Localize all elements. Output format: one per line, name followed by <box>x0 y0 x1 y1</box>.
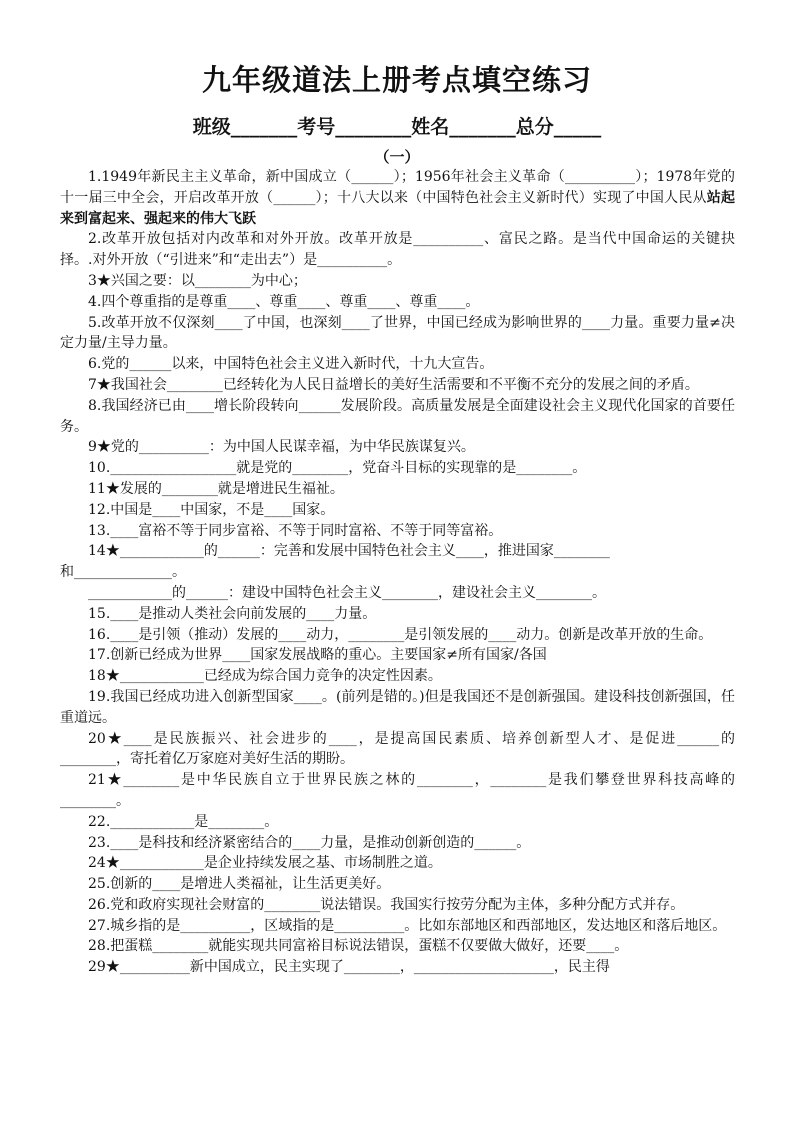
question-item: 27.城乡指的是__________，区域指的是__________。比如东部地区和西部地区，发达地区和落后地区。 <box>88 917 727 934</box>
question-item: 12.中国是____中国家，不是____国家。 <box>88 501 335 518</box>
bold-phrase: 站起来到富起来、强起来的伟大飞跃 <box>60 189 736 227</box>
question-item: 15.____是推动人类社会向前发展的____力量。 <box>88 605 377 622</box>
question-list <box>60 167 735 978</box>
question-item: 1.1949年新民主主义革命，新中国成立（______）；1956年社会主义革命（__________）；1978年党的十一届三中全会，开启改革开放（______）；十八大以来（中国特色社会主义新时代）实现了中国人民从站起来到富起来、强起来的伟大飞跃 <box>60 169 736 227</box>
question-item: 5.改革开放不仅深刻____了中国，也深刻____了世界，中国已经成为影响世界的____力量。重要力量≠决定力量/主导力量。 <box>60 314 735 352</box>
student-info-line: 班级_______考号________姓名_______总分_____ <box>192 116 602 138</box>
question-item: 13.____富裕不等于同步富裕、不等于同时富裕、不等于同等富裕。 <box>88 522 503 539</box>
question-item: 20★____是民族振兴、社会进步的____，是提高国民素质、培养创新型人才、是促进______的________，寄托着亿万家庭对美好生活的期盼。 <box>60 730 735 768</box>
question-item-continuation: ____________的______：建设中国特色社会主义________，建设社会主义________。 <box>88 584 606 601</box>
question-item: 29★__________新中国成立，民主实现了________，____________________，民主得 <box>88 959 610 976</box>
question-item: 28.把蛋糕________就能实现共同富裕目标说法错误，蛋糕不仅要做大做好，还要____。 <box>88 938 629 955</box>
question-item: 17.创新已经成为世界____国家发展战略的重心。主要国家≠所有国家/各国 <box>88 647 547 664</box>
section-heading: （一） <box>374 148 420 166</box>
question-item: 10.__________________就是党的________，党奋斗目标的实现靠的是________。 <box>88 460 587 477</box>
question-item: 18★____________已经成为综合国力竞争的决定性因素。 <box>88 668 442 685</box>
question-item: 24★____________是企业持续发展之基、市场制胜之道。 <box>88 855 442 872</box>
question-item-continuation: 和______________。 <box>60 564 186 581</box>
question-item: 25.创新的____是增进人类福祉，让生活更美好。 <box>88 876 391 893</box>
question-item: 21★________是中华民族自立于世界民族之林的________，________是我们攀登世界科技高峰的________。 <box>60 772 735 809</box>
question-item: 23.____是科技和经济紧密结合的____力量，是推动创新创造的______。 <box>88 834 531 851</box>
question-item: 8.我国经济已由____增长阶段转向______发展阶段。高质量发展是全面建设社会主义现代化国家的首要任务。 <box>60 397 735 435</box>
question-item: 9★党的__________：为中国人民谋幸福，为中华民族谋复兴。 <box>88 439 475 456</box>
question-item: 4.四个尊重指的是尊重____、尊重____、尊重____、尊重____。 <box>88 293 480 310</box>
question-item: 16.____是引领（推动）发展的____动力，________是引领发展的____动力。创新是改革开放的生命。 <box>88 626 713 643</box>
question-item: 6.党的______以来，中国特色社会主义进入新时代，十九大宣告。 <box>88 356 494 373</box>
page-title: 九年级道法上册考点填空练习 <box>201 63 592 97</box>
question-item: 2.改革开放包括对内改革和对外开放。改革开放是__________、富民之路。是当代中国命运的关键抉择。.对外开放（“引进来”和“走出去”）是__________。 <box>60 231 735 269</box>
question-item: 11★发展的________就是增进民生福祉。 <box>88 480 344 497</box>
question-item: 26.党和政府实现社会财富的________说法错误。我国实行按劳分配为主体，多种分配方式并存。 <box>88 896 685 913</box>
question-item: 19.我国已经成功进入创新型国家____。(前列是错的。)但是我国还不是创新强国。建设科技创新强国，任重道远。 <box>60 688 735 726</box>
question-item: 7★我国社会________已经转化为人民日益增长的美好生活需要和不平衡不充分的发展之间的矛盾。 <box>88 376 699 393</box>
question-item: 14★____________的______：完善和发展中国特色社会主义____，推进国家________ <box>88 543 610 560</box>
question-item: 22.____________是________。 <box>88 813 279 830</box>
question-item: 3★兴国之要：以________为中心； <box>88 272 307 289</box>
